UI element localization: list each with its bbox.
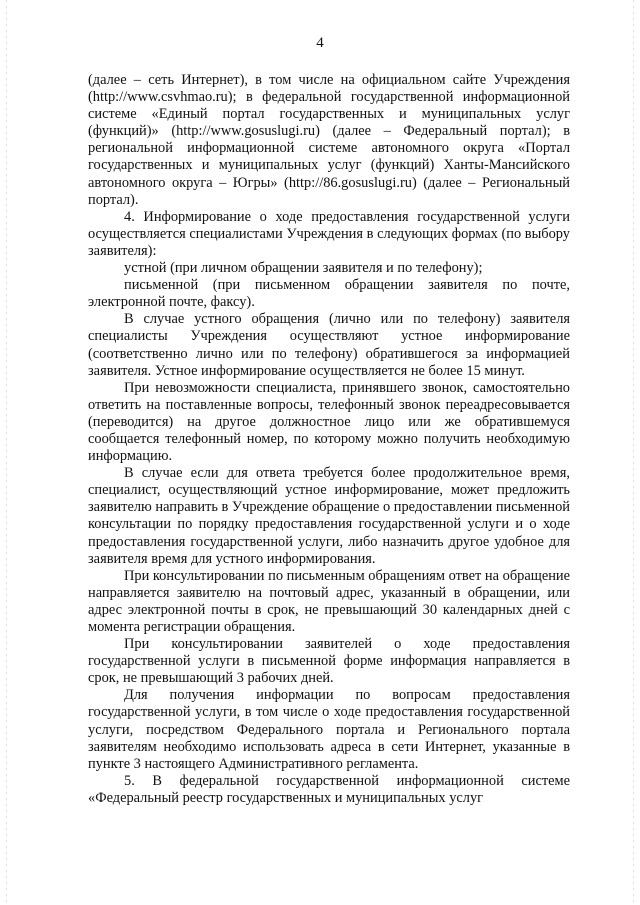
paragraph-longer-response: В случае если для ответа требуется более продолжительное время, специалист, осуществляющий устное информирование, может предложить заявителю направить в Учреждение обращение о предоставлении письменной консультации по порядку предоставления государственной услуги и о ходе предоставления государственной услуги, либо назначить другое удобное для заявителя время для устного информирования. xyxy=(88,465,570,567)
paragraph-written-consulting: При консультировании по письменным обращениям ответ на обращение направляется заявителю на почтовый адрес, указанный в обращении, или адрес электронной почты в срок, не превышающий 30 календарных дней с момента регистрации обращения. xyxy=(88,567,570,635)
paragraph-item-5: 5. В федеральной государственной информационной системе «Федеральный реестр государственных и муниципальных услуг xyxy=(88,772,570,806)
page-number: 4 xyxy=(316,35,324,51)
paragraph-written-form: письменной (при письменном обращении заявителя по почте, электронной почте, факсу). xyxy=(88,277,570,311)
paragraph-oral-request: В случае устного обращения (лично или по телефону) заявителя специалисты Учреждения осуществляют устное информирование (соответственно лично или по телефону) обратившегося за информацией заявителя. Устное информирование осуществляется не более 15 минут. xyxy=(88,311,570,379)
document-body xyxy=(88,72,570,807)
scan-edge-right xyxy=(633,0,634,905)
scan-edge-left xyxy=(6,0,7,905)
paragraph-oral-form: устной (при личном обращении заявителя и по телефону); xyxy=(124,260,483,277)
paragraph-call-redirect: При невозможности специалиста, принявшего звонок, самостоятельно ответить на поставленные вопросы, телефонный звонок переадресовывается (переводится) на другое должностное лицо или же обратившемуся сообщается телефонный номер, по которому можно получить необходимую информацию. xyxy=(88,379,570,465)
paragraph-written-progress: При консультировании заявителей о ходе предоставления государственной услуги в письменной форме информация направляется в срок, не превышающий 3 рабочих дней. xyxy=(88,636,570,687)
paragraph-internet-sites: (далее – сеть Интернет), в том числе на официальном сайте Учреждения (http://www.csvhmao.ru); в федеральной государственной информационной системе «Единый портал государственных и муниципальных услуг (функций)» (http://www.gosuslugi.ru) (далее – Федеральный портал); в региональной информационной системе автономного округа «Портал государственных и муниципальных услуг (функций) Ханты-Мансийского автономного округа – Югры» (http://86.gosuslugi.ru) (далее – Региональный портал). xyxy=(88,72,570,208)
paragraph-item-4: 4. Информирование о ходе предоставления государственной услуги осуществляется специалистами Учреждения в следующих формах (по выбору заявителя): xyxy=(88,208,570,259)
paragraph-portal-info: Для получения информации по вопросам предоставления государственной услуги, в том числе о ходе предоставления государственной услуги, посредством Федерального портала и Регионального портала заявителям необходимо использовать адреса в сети Интернет, указанные в пункте 3 настоящего Административного регламента. xyxy=(88,687,570,772)
